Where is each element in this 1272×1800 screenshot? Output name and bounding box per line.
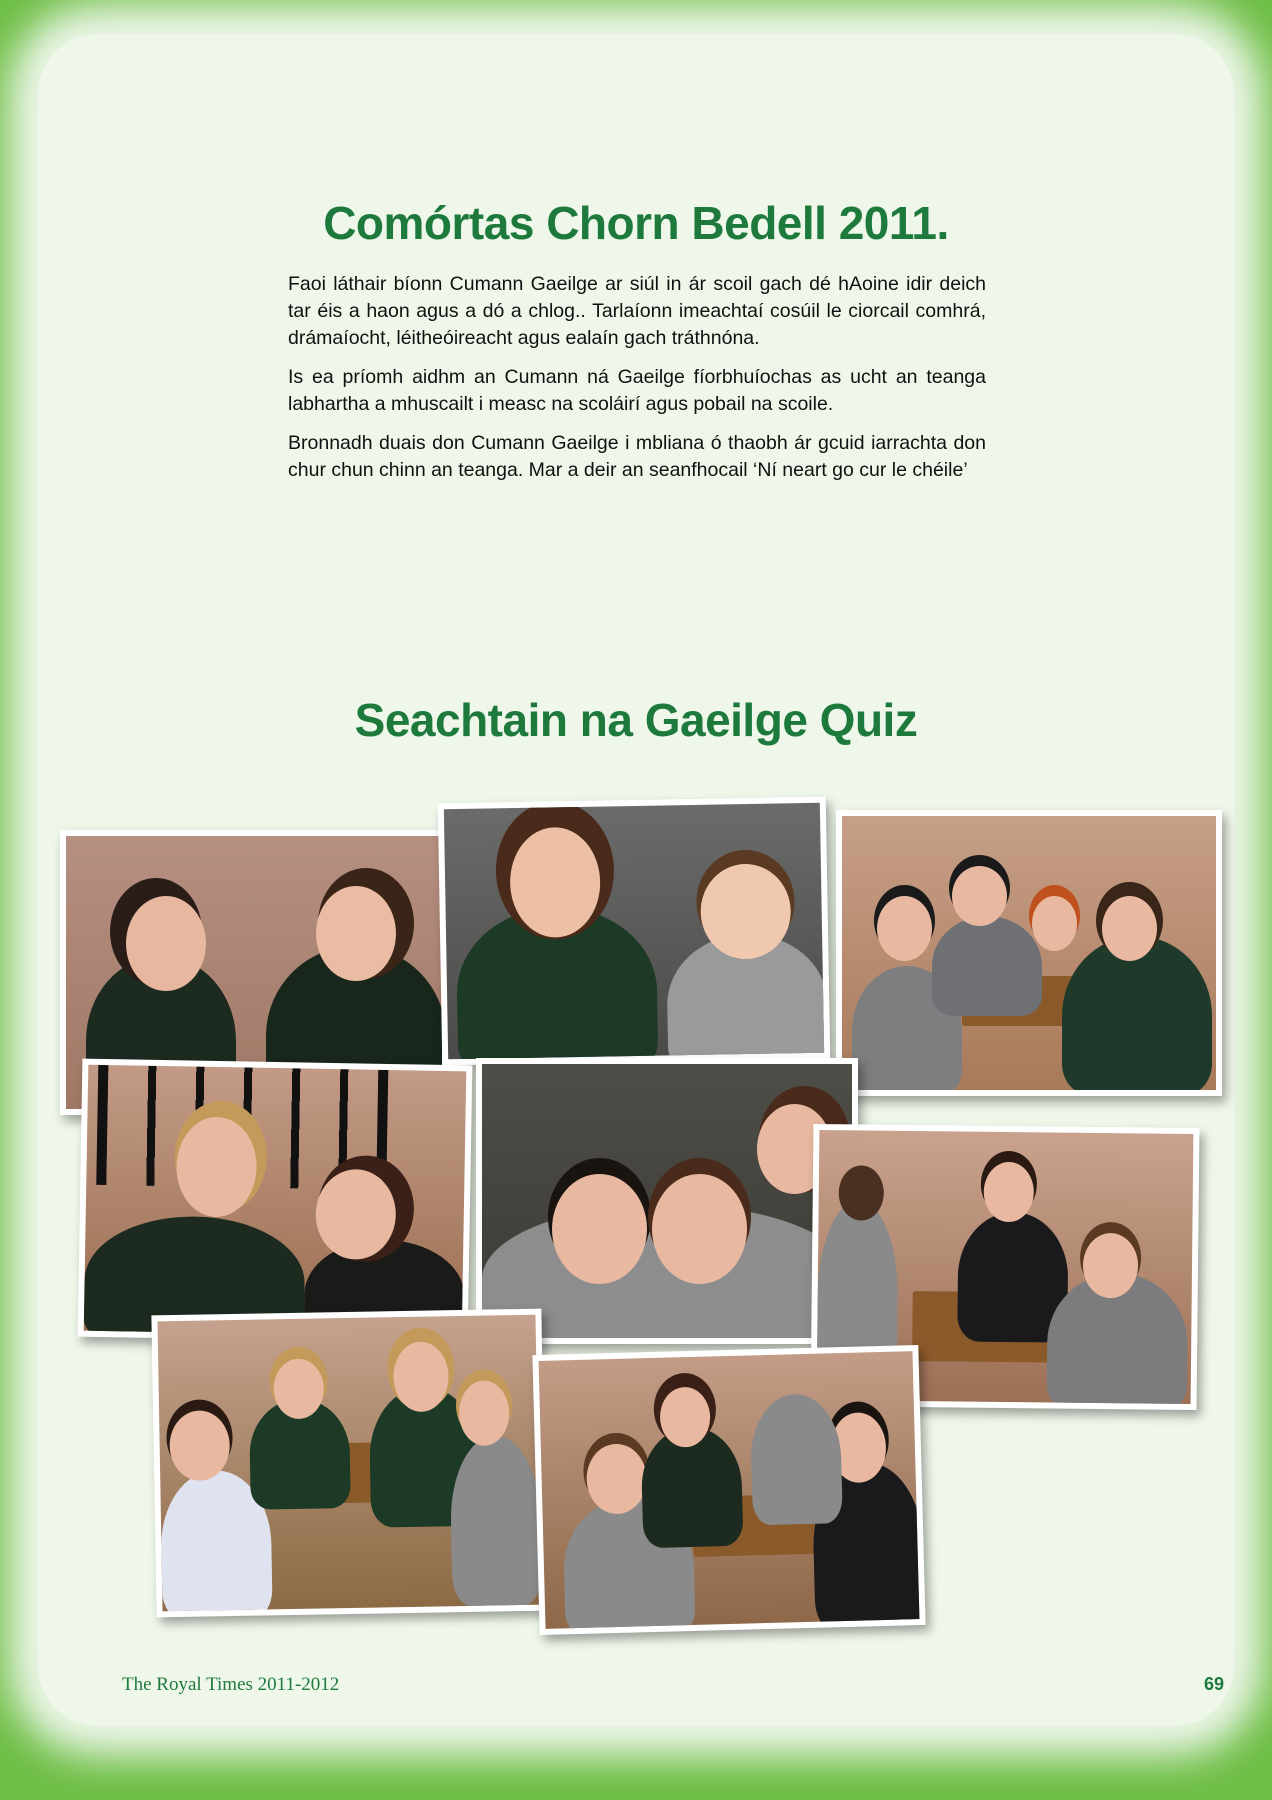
students-photo-8 [532, 1345, 925, 1635]
students-photo-4 [78, 1059, 473, 1344]
page-number: 69 [1203, 1674, 1224, 1694]
students-photo-5 [476, 1058, 858, 1344]
students-photo-3 [836, 810, 1222, 1096]
article-paragraph: Is ea príomh aidhm an Cumann ná Gaeilge fíorbhuíochas as ucht an teanga labhartha a mhuscailt i measc na scoláirí agus pobail na scoile. [288, 366, 986, 415]
students-photo-2 [438, 797, 831, 1066]
article-body [288, 271, 986, 496]
article-paragraph: Faoi láthair bíonn Cumann Gaeilge ar siúl in ár scoil gach dé hAoine idir deich tar éis a haon agus a dó a chlog.. Tarlaíonn imeachtaí cosúil le ciorcail comhrá, drámaíocht, léitheóireacht agus ealaín gach tráthnóna. [288, 273, 986, 349]
article-paragraph: Bronnadh duais don Cumann Gaeilge i mbliana ó thaobh ár gcuid iarrachta don chur chun chinn an teanga. Mar a deir an seanfhocail ‘Ní neart go cur le chéile’ [288, 432, 986, 481]
publication-name: The Royal Times 2011-2012 [122, 1674, 340, 1695]
section-title: Seachtain na Gaeilge Quiz [354, 694, 918, 746]
article-title: Comórtas Chorn Bedell 2011. [323, 197, 949, 249]
students-photo-7 [151, 1309, 546, 1618]
